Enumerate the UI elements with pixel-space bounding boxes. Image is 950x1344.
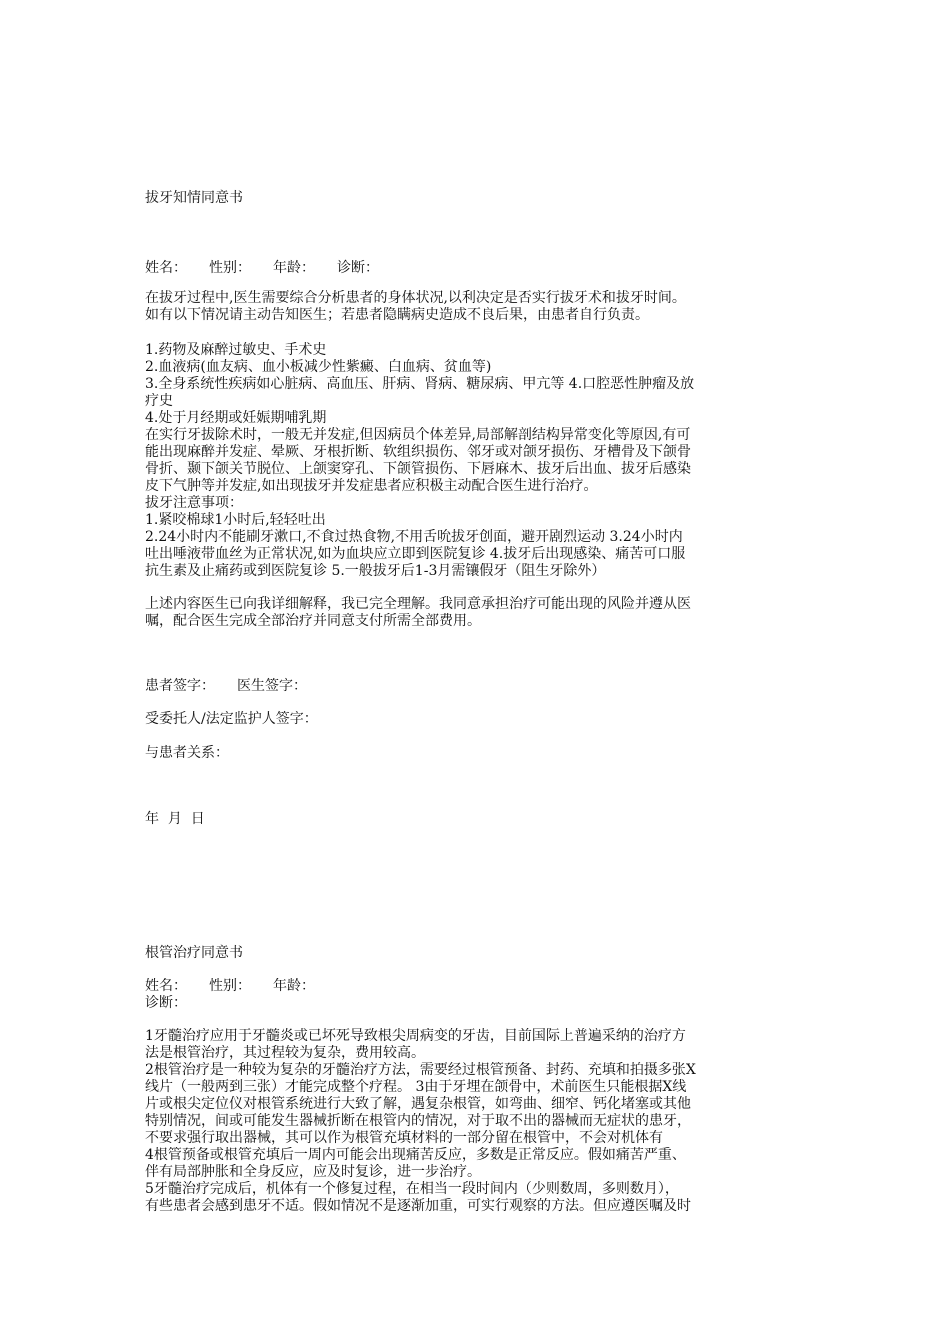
body-line: 在实行牙拔除术时，一般无并发症,但因病员个体差异,局部解剖结构异常变化等原因,有可 xyxy=(145,427,691,443)
doctor-signature-label: 医生签字： xyxy=(237,678,307,694)
intro-line: 如有以下情况请主动告知医生；若患者隐瞒病史造成不良后果，由患者自行负责。 xyxy=(145,307,649,323)
date-line: 年 月 日 xyxy=(145,811,205,827)
consent-line: 上述内容医生已向我详细解释，我已完全理解。我同意承担治疗可能出现的风险并遵从医 xyxy=(145,596,691,612)
body-line: 吐出唾液带血丝为正常状况,如为血块应立即到医院复诊 4.拔牙后出现感染、痛苦可口服 xyxy=(145,546,686,562)
form1-gender-field: 性别： xyxy=(209,260,251,276)
body-line: 骨折、颞下颌关节脱位、上颌窦穿孔、下颌管损伤、下唇麻木、拔牙后出血、拔牙后感染 xyxy=(145,461,691,477)
proxy-signature-label: 受委托人/法定监护人签字： xyxy=(145,711,318,727)
body-line: 5牙髓治疗完成后，机体有一个修复过程，在相当一段时间内（少则数周，多则数月）， xyxy=(145,1181,679,1197)
form1-name-field: 姓名： xyxy=(145,260,187,276)
body-line: 3.全身系统性疾病如心脏病、高血压、肝病、肾病、糖尿病、甲亢等 4.口腔恶性肿瘤及放 xyxy=(145,376,695,392)
intro-line: 在拔牙过程中,医生需要综合分析患者的身体状况,以利决定是否实行拔牙术和拔牙时间。 xyxy=(145,290,686,306)
body-line: 拔牙注意事项： xyxy=(145,495,243,511)
form2-gender-field: 性别： xyxy=(209,978,251,994)
body-line: 2.血液病(血友病、血小板减少性紫癜、白血病、贫血等) xyxy=(145,359,492,375)
form2-name-field: 姓名： xyxy=(145,978,187,994)
body-line: 皮下气肿等并发症,如出现拔牙并发症患者应积极主动配合医生进行治疗。 xyxy=(145,478,598,494)
form1-fields xyxy=(145,260,815,277)
body-line: 特别情况，间或可能发生器械折断在根管内的情况，对于取不出的器械而无症状的患牙， xyxy=(145,1113,691,1129)
body-line: 法是根管治疗，其过程较为复杂，费用较高。 xyxy=(145,1045,425,1061)
form1-diagnosis-field: 诊断： xyxy=(337,260,379,276)
form1-signature-row xyxy=(145,678,815,695)
form2-fields xyxy=(145,978,815,1012)
form1-body xyxy=(145,342,815,580)
relation-label: 与患者关系： xyxy=(145,745,229,761)
body-line: 抗生素及止痛药或到医院复诊 5.一般拔牙后1-3月需镶假牙（阻生牙除外） xyxy=(145,563,606,579)
body-line: 不要求强行取出器械，其可以作为根管充填材料的一部分留在根管中，不会对机体有 xyxy=(145,1130,663,1146)
form1-intro xyxy=(145,290,815,324)
body-line: 能出现麻醉并发症、晕厥、牙根折断、软组织损伤、邻牙或对颌牙损伤、牙槽骨及下颌骨 xyxy=(145,444,691,460)
form1-consent xyxy=(145,596,815,630)
form2-age-field: 年龄： xyxy=(273,978,315,994)
body-line: 4根管预备或根管充填后一周内可能会出现痛苦反应，多数是正常反应。假如痛苦严重、 xyxy=(145,1147,686,1163)
form2-title: 根管治疗同意书 xyxy=(145,945,243,961)
form1-age-field: 年龄： xyxy=(273,260,315,276)
body-line: 线片（一般两到三张）才能完成整个疗程。 3由于牙埋在颌骨中，术前医生只能根据X线 xyxy=(145,1079,687,1095)
body-line: 疗史 xyxy=(145,393,173,409)
form2-diagnosis-field: 诊断： xyxy=(145,995,187,1011)
body-line: 2.24小时内不能刷牙漱口,不食过热食物,不用舌吮拔牙创面，避开剧烈运动 3.24小时内 xyxy=(145,529,683,545)
consent-line: 嘱，配合医生完成全部治疗并同意支付所需全部费用。 xyxy=(145,613,481,629)
body-line: 片或根尖定位仪对根管系统进行大致了解，遇复杂根管，如弯曲、细窄、钙化堵塞或其他 xyxy=(145,1096,691,1112)
body-line: 2根管治疗是一种较为复杂的牙髓治疗方法，需要经过根管预备、封药、充填和拍摄多张X xyxy=(145,1062,696,1078)
form2-body xyxy=(145,1028,815,1215)
body-line: 伴有局部肿胀和全身反应，应及时复诊，进一步治疗。 xyxy=(145,1164,481,1180)
body-line: 1.紧咬棉球1小时后,轻轻吐出 xyxy=(145,512,326,528)
body-line: 有些患者会感到患牙不适。假如情况不是逐渐加重，可实行观察的方法。但应遵医嘱及时 xyxy=(145,1198,691,1214)
body-line: 1.药物及麻醉过敏史、手术史 xyxy=(145,342,327,358)
patient-signature-label: 患者签字： xyxy=(145,678,215,694)
form1-title: 拔牙知情同意书 xyxy=(145,190,243,206)
body-line: 4.处于月经期或妊娠期哺乳期 xyxy=(145,410,327,426)
body-line: 1牙髓治疗应用于牙髓炎或已坏死导致根尖周病变的牙齿，目前国际上普遍采纳的治疗方 xyxy=(145,1028,686,1044)
